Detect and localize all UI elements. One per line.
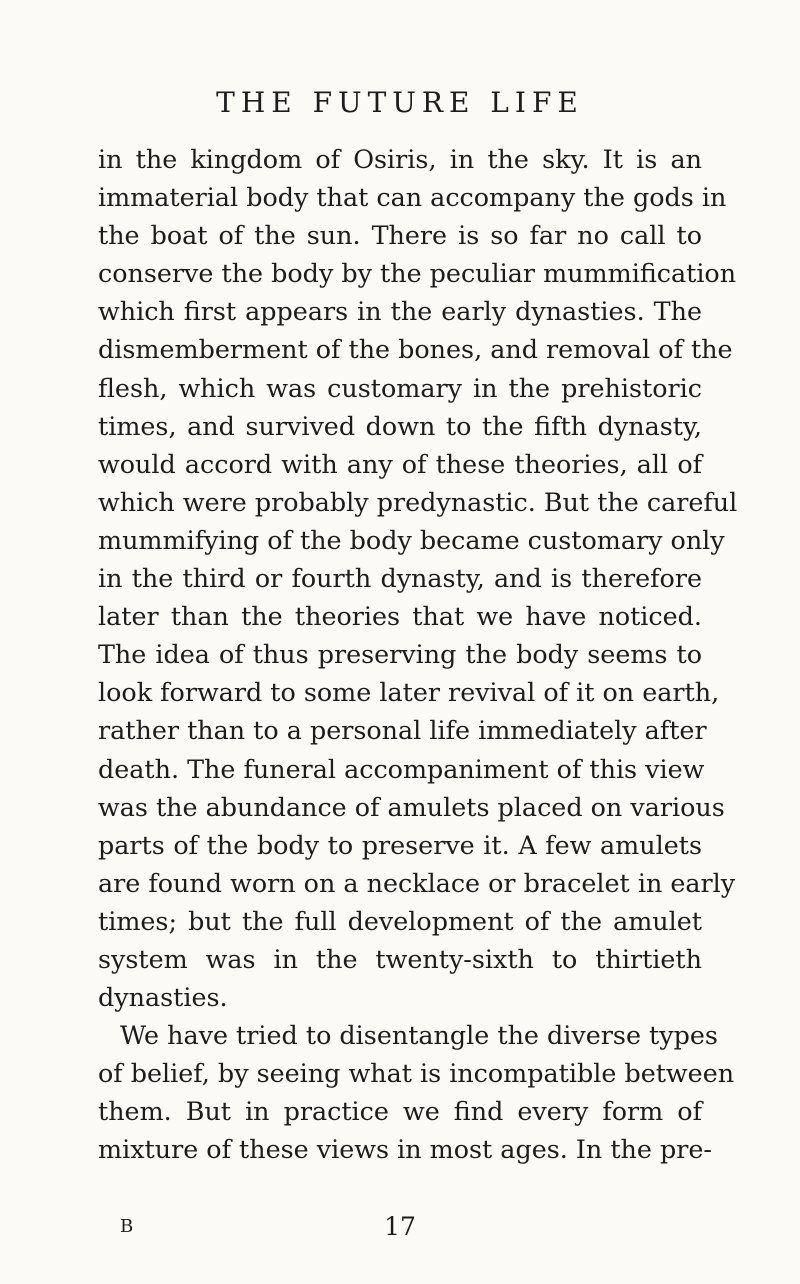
text-line: which were probably predynastic. But the careful — [98, 486, 738, 517]
text-line: rather than to a personal life immediately after — [98, 715, 707, 746]
page-number: 17 — [384, 1212, 416, 1241]
text-line: conserve the body by the peculiar mummification — [98, 258, 737, 289]
text-line: mummifying of the body became customary only — [98, 524, 725, 555]
text-line: would accord with any of these theories, all of — [98, 448, 702, 479]
text-line: system was in the twenty-sixth to thirtieth — [98, 943, 702, 974]
text-line: of belief, by seeing what is incompatible between — [98, 1058, 735, 1089]
text-line: immaterial body that can accompany the gods in — [98, 182, 727, 213]
text-line: We have tried to disentangle the diverse types — [120, 1020, 718, 1051]
text-line: later than the theories that we have noticed. — [98, 601, 702, 632]
signature-mark: B — [120, 1216, 134, 1237]
text-line: in the third or fourth dynasty, and is therefore — [98, 563, 702, 594]
text-line: in the kingdom of Osiris, in the sky. It is an — [98, 144, 702, 174]
text-line: death. The funeral accompaniment of this view — [98, 753, 705, 784]
text-line: flesh, which was customary in the prehistoric — [98, 372, 702, 403]
running-head: THE FUTURE LIFE — [216, 86, 584, 119]
body-text — [98, 140, 738, 1169]
text-line: times; but the full development of the amulet — [98, 905, 702, 936]
text-line: are found worn on a necklace or bracelet in early — [98, 867, 736, 898]
text-line: the boat of the sun. There is so far no call to — [98, 220, 702, 251]
paragraph — [98, 1016, 735, 1168]
text-line: mixture of these views in most ages. In the pre- — [98, 1134, 712, 1165]
text-line: which first appears in the early dynasties. The — [98, 296, 702, 327]
text-line: them. But in practice we find every form of — [98, 1096, 702, 1127]
text-line: dynasties. — [98, 982, 228, 1013]
text-line: dismemberment of the bones, and removal of the — [98, 334, 733, 365]
text-line: was the abundance of amulets placed on various — [98, 791, 725, 822]
text-line: times, and survived down to the fifth dynasty, — [98, 410, 702, 441]
text-line: The idea of thus preserving the body seems to — [98, 639, 702, 670]
text-line: parts of the body to preserve it. A few amulets — [98, 829, 702, 860]
paragraph — [98, 140, 738, 1016]
text-line: look forward to some later revival of it on earth, — [98, 677, 720, 708]
